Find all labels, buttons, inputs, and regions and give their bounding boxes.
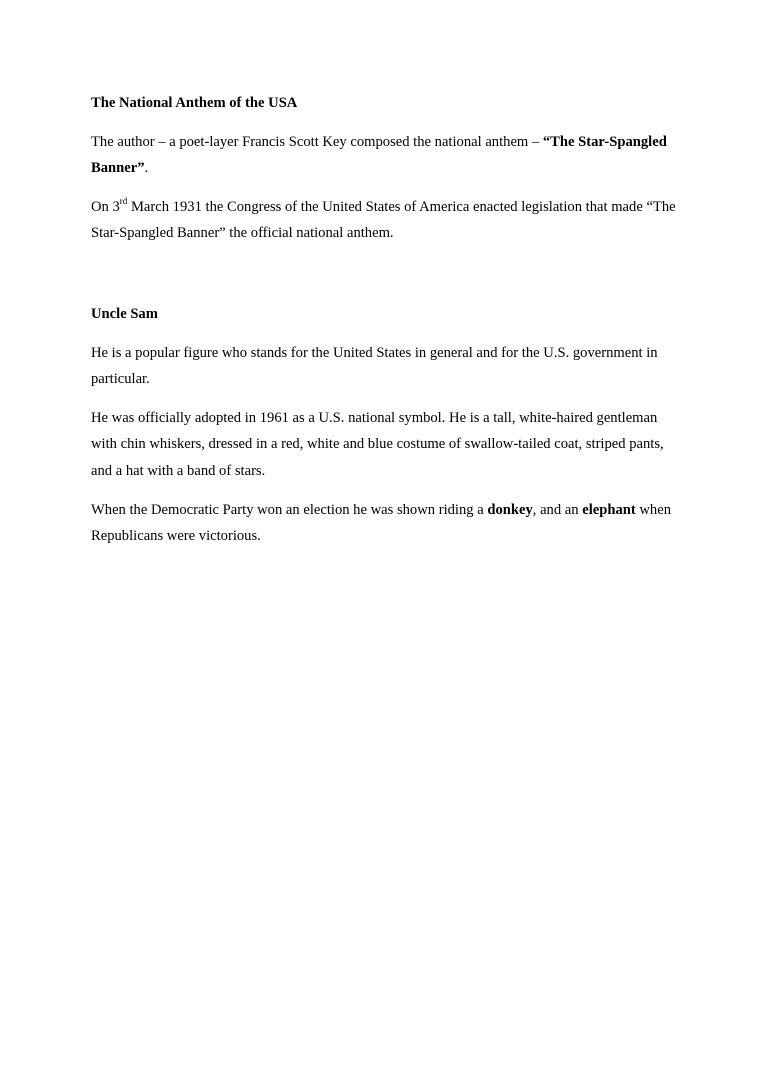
paragraph-text: On 3 — [91, 198, 120, 215]
paragraph-uncle-sam-description: He was officially adopted in 1961 as a U.S. national symbol. He is a tall, white-haired gentleman with chin whiskers, dressed in a red, white and blue costume of swallow-tailed coat, striped pants, and a hat with a band of stars. — [91, 409, 664, 479]
bold-elephant: elephant — [582, 501, 636, 518]
paragraph-uncle-sam-parties — [91, 497, 681, 550]
paragraph-anthem-author — [91, 129, 681, 182]
paragraph-text: When the Democratic Party won an election he was shown riding a — [91, 501, 488, 518]
paragraph-text: . — [144, 160, 149, 177]
paragraph-uncle-sam-intro: He is a popular figure who stands for the United States in general and for the U.S. government in particular. — [91, 344, 658, 388]
document-body — [91, 90, 681, 562]
bold-donkey: donkey — [487, 501, 533, 518]
paragraph-text: The author – a poet-layer Francis Scott Key composed the national anthem – — [91, 133, 543, 150]
paragraph-anthem-legislation — [91, 194, 681, 247]
section-heading-uncle-sam: Uncle Sam — [91, 305, 158, 322]
paragraph-text: when Republicans were victorious. — [91, 501, 671, 545]
paragraph-text: , and an — [532, 501, 583, 518]
ordinal-superscript: rd — [119, 195, 128, 206]
section-heading-national-anthem: The National Anthem of the USA — [91, 95, 298, 111]
bold-anthem-title: “The Star-Spangled Banner” — [91, 133, 667, 177]
section-spacer — [91, 259, 681, 301]
paragraph-text: March 1931 the Congress of the United States of America enacted legislation that made “The Star-Spangled Banner” the official national anthem. — [91, 198, 676, 242]
